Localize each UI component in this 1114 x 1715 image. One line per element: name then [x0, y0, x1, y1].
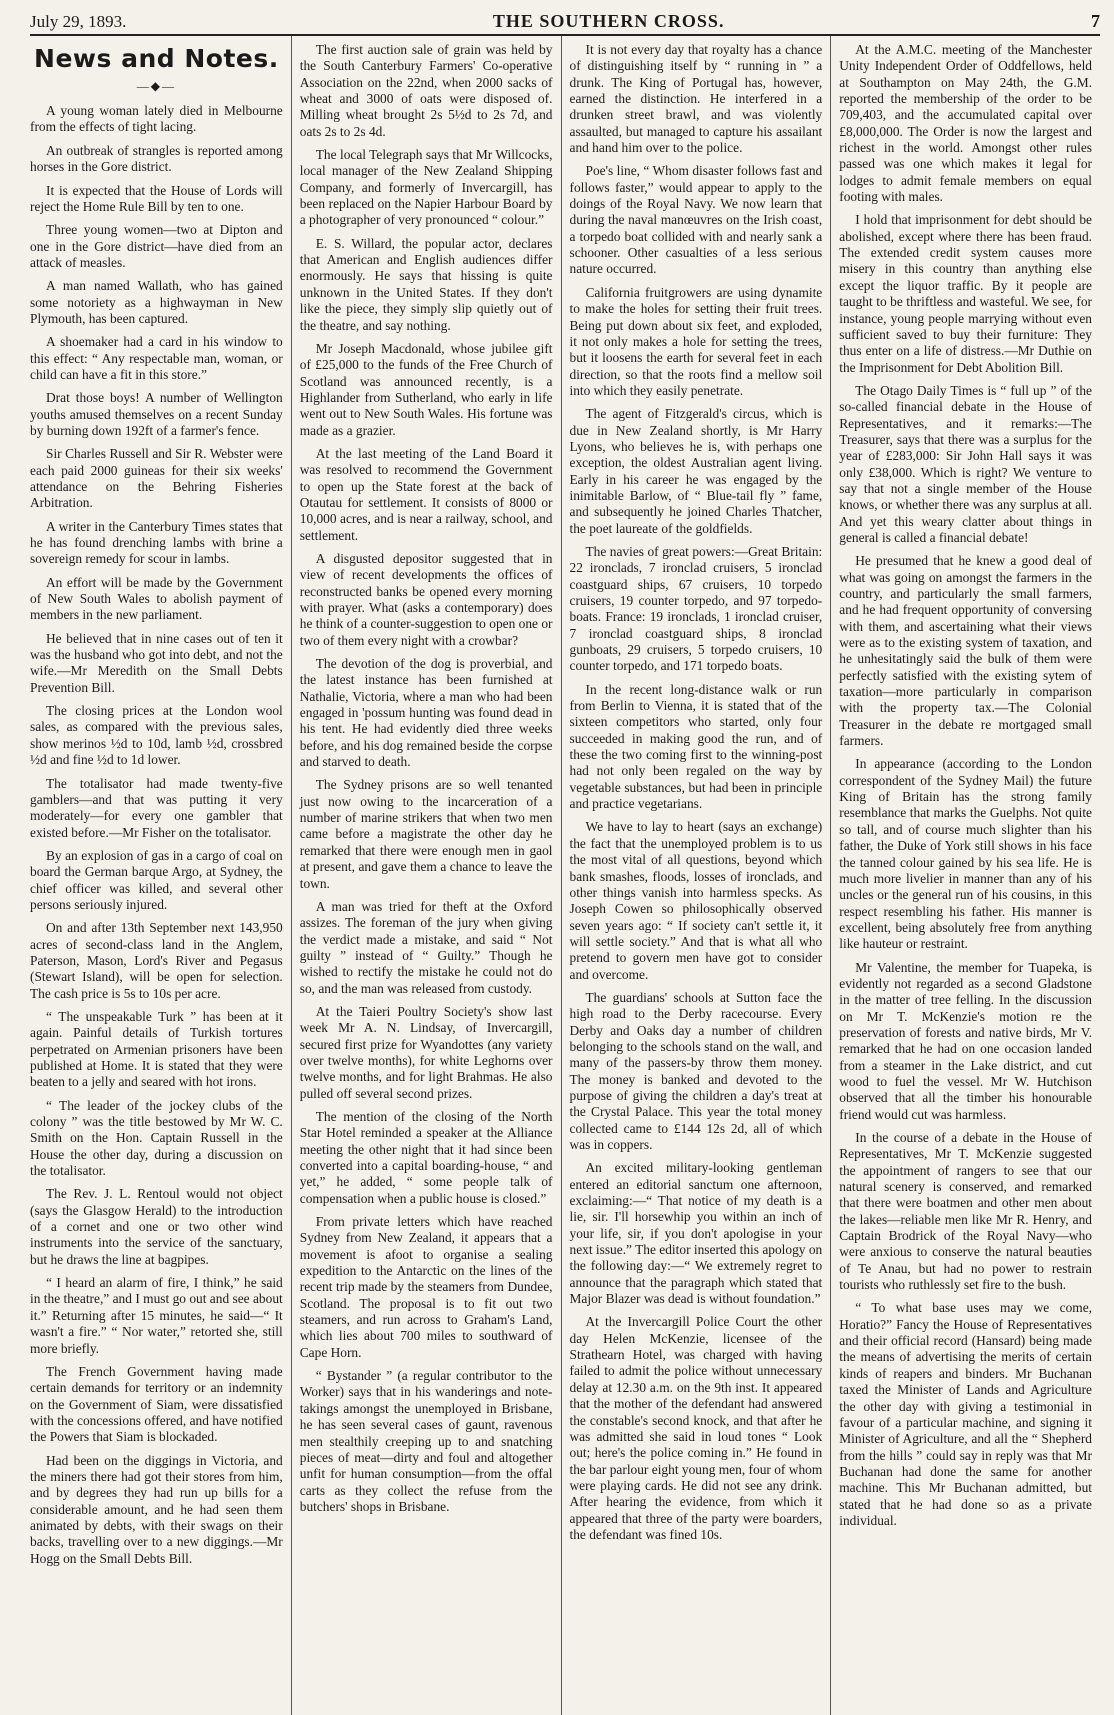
news-item: E. S. Willard, the popular actor, declares that American and English audiences differ enormously. He says that hissing is quite unknown in the United States. If they don't like the piece, they simply slip quietly out of the theatre, and say nothing.	[299, 235, 553, 333]
news-item: The local Telegraph says that Mr Willcocks, local manager of the New Zealand Shipping Company, and formerly of Invercargill, has been replaced on the Napier Harbour Board by a photographer of very pronounced “ colour.”	[299, 147, 553, 228]
masthead	[30, 6, 1100, 36]
column-1-body	[30, 103, 283, 1567]
news-item: In appearance (according to the London correspondent of the Sydney Mail) the future King of Britain has the strong family resemblance that marks the Guelphs. Not quite so tall, and of course much slighter than his father, the Duke of York still shows in his face the tanned colour gained by his sea life. He is much more livelier in manner than any of his uncles or the general run of his cousins, in this respect resembling his father. His manner is excellent, being absolutely free from anything like hauteur or restraint.	[839, 756, 1092, 952]
news-item: “ The unspeakable Turk ” has been at it again. Painful details of Turkish tortures perpetrated on Armenian prisoners have been published at Home. It is stated that they were beaten to a jelly and seared with hot irons.	[30, 1008, 283, 1090]
news-item: The French Government having made certain demands for territory or an indemnity on the Government of Siam, were dissatisfied with the concessions offered, and have notified the Powers that Siam is blockaded.	[30, 1363, 283, 1445]
news-item: A writer in the Canterbury Times states that he has found drenching lambs with brine a sovereign remedy for scour in lambs.	[30, 518, 283, 567]
news-item: A young woman lately died in Melbourne from the effects of tight lacing.	[30, 103, 283, 135]
column-4-body	[839, 42, 1092, 1529]
newspaper-title: THE SOUTHERN CROSS.	[492, 11, 725, 31]
news-item: “ Bystander ” (a regular contributor to the Worker) says that in his wanderings and note-takings amongst the unemployed in Brisbane, he has seen several cases of gaunt, ravenous men stealthily creeping up to and snatching pieces of meat—dirty and foul and altogether unfit for human consumption—from the offal carts as they collect the refuse from the butchers' shops in Brisbane.	[299, 1368, 553, 1514]
column-2	[292, 36, 562, 1715]
news-item: From private letters which have reached Sydney from New Zealand, it appears that a movement is afoot to organise a sealing expedition to the Antarctic on the lines of the recent trip made by the steamers from Dundee, Scotland. The proposal is to fit out two steamers, and run across to Graham's Land, which lies about 700 miles to southward of Cape Horn.	[299, 1214, 553, 1360]
section-title: News and Notes.	[34, 44, 279, 73]
news-item: A man was tried for theft at the Oxford assizes. The foreman of the jury when giving the verdict made a mistake, and said “ Not guilty ” instead of “ Guilty.” Though he wished to rectify the mistake he could not do so, and the man was released from custody.	[299, 898, 553, 996]
news-item: In the course of a debate in the House of Representatives, Mr T. McKenzie suggested the appointment of rangers to see that our natural scenery is conserved, and remarked that there were boatmen and other men about the lakes—reliable men like Mr R. Henry, and Captain Brodrick of the Royal Navy—who were anxious to conserve the natural beauties of Te Anau, but had no power to restrain tourists who ruthlessly set fire to the bush.	[839, 1130, 1092, 1293]
news-item: The Sydney prisons are so well tenanted just now owing to the incarceration of a number of marine strikers that when two men came before a magistrate the other day he remarked that there were enough men in gaol at present, and gave them a chance to leave the town.	[299, 777, 553, 891]
news-item: On and after 13th September next 143,950 acres of second-class land in the Anglem, Paterson, Mason, Lord's River and Pegasus (Stewart Island), will be open for selection. The cash price is 5s to 10s per acre.	[30, 920, 283, 1001]
news-item: It is expected that the House of Lords will reject the Home Rule Bill by ten to one.	[30, 182, 283, 214]
news-item: Poe's line, “ Whom disaster follows fast and follows faster,” would appear to apply to the doings of the Royal Navy. We now learn that during the naval manœuvres on the Irish coast, a torpedo boat collided with and nearly sank a schooner. Other casualties of a less serious nature occurred.	[569, 163, 823, 277]
news-item: It is not every day that royalty has a chance of distinguishing itself by “ running in ” a drunk. The King of Portugal has, however, earned the distinction. He interfered in a drunken street brawl, and was violently assaulted, but managed to capture his assailant and hand him over to the police.	[569, 42, 823, 156]
article-columns	[30, 36, 1100, 1715]
news-item: We have to lay to heart (says an exchange) the fact that the unemployed problem is to us the most vital of all questions, beyond which bank smashes, floods, losses of ironclads, and other things vanish into harmless specks. As Joseph Cowen so philosophically observed seven years ago: “ If society can't settle it, it will settle society.” And that is what all who pretend to govern men have got to consider and overcome.	[569, 819, 823, 982]
news-item: An outbreak of strangles is reported among horses in the Gore district.	[30, 142, 283, 175]
news-item: In the recent long-distance walk or run from Berlin to Vienna, it is stated that of the sixteen competitors who started, only four succeeded in making good the run, and of these the two coming first to the winning-post had not only been regaled on the way by vegetable substances, but had been in principle and practice vegetarians.	[569, 681, 823, 812]
news-item: Mr Joseph Macdonald, whose jubilee gift of £25,000 to the funds of the Free Church of Scotland was announced recently, is a Highlander from Sutherland, who early in life went out to New South Wales. His fortune was made as a grazier.	[299, 340, 553, 438]
news-item: I hold that imprisonment for debt should be abolished, except where there has been fraud. The extended credit system causes more misery in this country than anything else except the liquor traffic. By it people are taught to be thriftless and wasteful. We see, for instance, young people marrying without even sufficient saved to buy their furniture: They thus enter on a life of distress.—Mr Duthie on the Imprisonment for Debt Abolition Bill.	[839, 212, 1092, 375]
news-item: The mention of the closing of the North Star Hotel reminded a speaker at the Alliance meeting the other night that it had since been converted into a capital boarding-house, “ and yet,” he added, “ some people talk of compensation when a public house is closed.”	[299, 1108, 553, 1206]
news-item: He believed that in nine cases out of ten it was the husband who got into debt, and not the wife.—Mr Meredith on the Small Debts Prevention Bill.	[30, 630, 283, 695]
news-item: California fruitgrowers are using dynamite to make the holes for setting their fruit trees. Being put down about six feet, and exploded, it not only makes a hole for setting the trees, but it loosens the earth for several feet in each direction, so that the roots find a mellow soil into which they easily penetrate.	[569, 284, 823, 398]
issue-date: July 29, 1893.	[30, 12, 127, 31]
news-item: The Rev. J. L. Rentoul would not object (says the Glasgow Herald) to the introduction of a cornet and one or two other wind instruments into the service of the sanctuary, but he draws the line at bagpipes.	[30, 1186, 283, 1267]
news-item: At the Invercargill Police Court the other day Helen McKenzie, licensee of the Strathearn Hotel, was charged with having failed to admit the police without unnecessary delay at 12.30 a.m. on the 9th inst. It appeared that the mother of the defendant had answered the constable's second knock, and that after he was admitted she said in loud tones “ Look out; here's the police coming in.” He found in the bar parlour eight young men, four of whom were playing cards. He did not see any drink. After hearing the evidence, from which it appeared that three of the party were boarders, the defendant was fined 10s.	[569, 1314, 823, 1542]
news-item: Mr Valentine, the member for Tuapeka, is evidently not regarded as a second Gladstone in the matter of tree felling. In the discussion on Mr T. McKenzie's motion re the preservation of forests and native birds, Mr V. remarked that he had on one occasion landed from a steamer in the Lake district, and cut wood to fuel the vessel. Mr W. Hutchison observed that all the timber his honourable friend would cut was harmless.	[839, 959, 1092, 1122]
column-1	[30, 36, 292, 1715]
news-item: At the A.M.C. meeting of the Manchester Unity Independent Order of Oddfellows, held at Southampton on May 24th, the G.M. reported the membership of the order to be 709,403, and the accumulated capital over £8,000,000. The Order is now the largest and richest in the world. Amongst other rules passed was one which makes it legal for lodges to admit female members on equal footing with males.	[839, 42, 1092, 205]
column-2-body	[300, 42, 553, 1515]
news-item: At the last meeting of the Land Board it was resolved to recommend the Government to open up the State forest at the back of Otautau for settlement. It consists of 8000 or 10,000 acres, and is near a railway, school, and settlement.	[299, 445, 553, 543]
news-item: By an explosion of gas in a cargo of coal on board the German barque Argo, at Sydney, the chief officer was killed, and several other persons seriously injured.	[30, 847, 283, 912]
news-item: At the Taieri Poultry Society's show last week Mr A. N. Lindsay, of Invercargill, secured first prize for Wyandottes (any variety over twelve months), for white Leghorns over twelve months, and for light Brahmas. He also pulled off several second prizes.	[299, 1003, 553, 1101]
news-item: The devotion of the dog is proverbial, and the latest instance has been furnished at Nathalie, Victoria, where a man who had been engaged in 'possum hunting was found dead in his tent. He had evidently died three weeks before, and his dog remained beside the corpse and starved to death.	[299, 656, 553, 770]
news-item: “ To what base uses may we come, Horatio?” Fancy the House of Representatives and their official record (Hansard) being made the means of advertising the merits of certain kinds of reapers and binders. Mr Buchanan taxed the Minister of Lands and Agriculture the other day with giving a testimonial in favour of a particular machine, and signing it Minister of Agriculture, and all the “ Shepherd from the hills ” could say in reply was that Mr Buchanan had done the same for another machine. This Mr Buchanan admitted, but stated that he had done so as a private individual.	[839, 1300, 1092, 1528]
news-item: “ The leader of the jockey clubs of the colony ” was the title bestowed by Mr W. C. Smith on the Hon. Captain Russell in the House the other day, during a discussion on the totalisator.	[30, 1097, 283, 1179]
column-4	[831, 36, 1100, 1715]
news-item: The agent of Fitzgerald's circus, which is due in New Zealand shortly, is Mr Harry Lyons, who believes he is, with perhaps one exception, the oldest Australian agent living. Early in his career he was engaged by the inimitable Barlow, of “ Blue-tail fly ” fame, and subsequently he joined Charles Thatcher, the poet laureate of the goldfields.	[569, 406, 823, 536]
news-item: The Otago Daily Times is “ full up ” of the so-called financial debate in the House of Representatives, and it remarks:—The Treasurer, says that there was a surplus for the year of £283,000: Sir John Hall says it was only £38,000. Which is right? We venture to say that not a single member of the House knows, or whether there was any surplus at all. And yet this weary clatter about things in general is called a financial debate!	[839, 382, 1092, 545]
news-item: A disgusted depositor suggested that in view of recent developments the offices of reconstructed banks be opened every morning with prayer. What (asks a contemporary) does he think of a counter-suggestion to open one or two of them every night with a crowbar?	[299, 550, 553, 648]
news-item: The totalisator had made twenty-five gamblers—and that was putting it very moderately—for every one gambler that existed before.—Mr Fisher on the totalisator.	[30, 775, 283, 840]
news-item: A man named Wallath, who has gained some notoriety as a highwayman in New Plymouth, has been captured.	[30, 278, 283, 326]
title-ornament: —◆—	[136, 78, 176, 93]
news-item: “ I heard an alarm of fire, I think,” he said in the theatre,” and I must go out and see about it.” Returning after 15 minutes, he said—“ It wasn't a fire.” “ Nor water,” retorted she, still more briefly.	[30, 1275, 283, 1356]
news-item: An excited military-looking gentleman entered an editorial sanctum one afternoon, exclaiming:—“ That notice of my death is a lie, sir. I'll horsewhip you within an inch of your life, sir, if you don't apologise in your next issue.” The editor inserted this apology on the following day:—“ We extremely regret to announce that the paragraph which stated that Major Blazer was dead is without foundation.”	[569, 1160, 823, 1307]
news-item: He presumed that he knew a good deal of what was going on amongst the farmers in the country, and particularly the small farmers, and he had frequent opportunity of conversing with them, and ascertaining what their views were as to the existing system of taxation, and he unhesitatingly said the bulk of them were perfectly satisfied with the existing sytem of taxation—more particularly in comparison with the property tax.—The Colonial Treasurer in the debate re mortgaged small farmers.	[839, 553, 1092, 749]
news-item: Sir Charles Russell and Sir R. Webster were each paid 2000 guineas for their six weeks' attendance on the Behring Fisheries Arbitration.	[30, 446, 283, 511]
column-3-body	[570, 42, 823, 1543]
news-item: The navies of great powers:—Great Britain: 22 ironclads, 7 ironclad cruisers, 5 ironclad coastguard ships, 67 cruisers, 10 torpedo cruisers, 19 counter torpedo, and 97 torpedo-boats. France: 19 ironclads, 1 ironclad cruiser, 7 ironclad coastguard ships, 8 ironclad gunboats, 29 cruisers, 5 torpedo cruisers, 10 counter torpedo, and 171 torpedo boats.	[569, 543, 823, 674]
news-item: The guardians' schools at Sutton face the high road to the Derby racecourse. Every Derby and Oaks day a number of children belonging to the schools stand on the wall, and many of the passers-by throw them money. The money is banked and devoted to the purpose of giving the children a day's treat at the Crystal Palace. This year the total money collected came to £144 12s 2d, all of which was in coppers.	[569, 989, 823, 1152]
news-item: An effort will be made by the Government of New South Wales to abolish payment of members in the new parliament.	[30, 574, 283, 623]
news-item: Three young women—two at Dipton and one in the Gore district—have died from an attack of measles.	[30, 222, 283, 270]
news-item: A shoemaker had a card in his window to this effect: “ Any respectable man, woman, or child can have a fit in this store.”	[30, 334, 283, 382]
news-item: Drat those boys! A number of Wellington youths amused themselves on a recent Sunday by burning down 192ft of a farmer's fence.	[30, 390, 283, 438]
news-item: The closing prices at the London wool sales, as compared with the previous sales, show merinos ½d to 10d, lamb ½d, crossbred ½d and fine ½d to 1d lower.	[30, 703, 283, 768]
news-item: Had been on the diggings in Victoria, and the miners there had got their stores from him, and by degrees they had run up bills for a considerable amount, and he had seen them animated by debts, with their swags on their backs, travelling over to a new diggings.—Mr Hogg on the Small Debts Bill.	[30, 1452, 283, 1566]
news-item: The first auction sale of grain was held by the South Canterbury Farmers' Co-operative Association on the 22nd, when 2000 sacks of wheat and 3000 of oats were disposed of. Milling wheat brought 2s 5½d to 2s 7d, and oats 2s to 2s 4d.	[299, 42, 553, 139]
column-3	[562, 36, 832, 1715]
page-number: 7	[1091, 11, 1100, 31]
